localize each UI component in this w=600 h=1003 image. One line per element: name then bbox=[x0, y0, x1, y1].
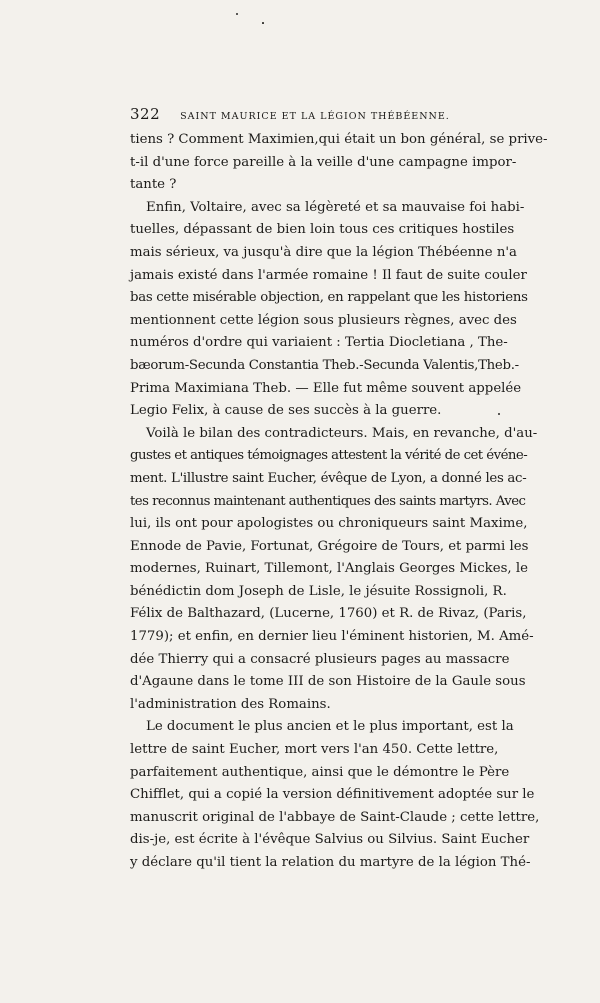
page-number: 322 bbox=[130, 105, 161, 123]
text-line: tes reconnus maintenant authentiques des saints martyrs. Avec bbox=[130, 493, 526, 509]
text-line: mentionnent cette légion sous plusieurs règnes, avec des bbox=[130, 312, 517, 328]
paragraph-start-line: Le document le plus ancien et le plus important, est la bbox=[146, 719, 514, 735]
text-line: t-il d'une force pareille à la veille d'une campagne impor- bbox=[130, 154, 517, 170]
paper-speck bbox=[498, 413, 500, 415]
paragraph-start-line: Enfin, Voltaire, avec sa légèreté et sa mauvaise foi habi- bbox=[146, 199, 525, 215]
text-line: 1779); et enfin, en dernier lieu l'éminent historien, M. Amé- bbox=[130, 629, 534, 645]
running-title: SAINT MAURICE ET LA LÉGION THÉBÉENNE. bbox=[180, 111, 450, 122]
text-line: Ennode de Pavie, Fortunat, Grégoire de Tours, et parmi les bbox=[130, 538, 529, 554]
text-line: tiens ? Comment Maximien,qui était un bon général, se prive- bbox=[130, 132, 548, 147]
paper-speck bbox=[262, 22, 264, 24]
text-line: Chifflet, qui a copié la version définitivement adoptée sur le bbox=[130, 787, 535, 803]
running-header bbox=[130, 105, 494, 125]
text-line: jamais existé dans l'armée romaine ! Il faut de suite couler bbox=[130, 267, 527, 283]
text-line: Félix de Balthazard, (Lucerne, 1760) et R. de Rivaz, (Paris, bbox=[130, 606, 527, 622]
text-line: l'administration des Romains. bbox=[130, 696, 331, 712]
paragraph-start-line: Voilà le bilan des contradicteurs. Mais, en revanche, d'au- bbox=[146, 425, 538, 441]
text-line: dis-je, est écrite à l'évêque Salvius ou Silvius. Saint Eucher bbox=[130, 832, 530, 848]
text-line: lui, ils ont pour apologistes ou chroniqueurs saint Maxime, bbox=[130, 516, 528, 532]
text-line: dée Thierry qui a consacré plusieurs pages au massacre bbox=[130, 651, 510, 667]
text-line: mais sérieux, va jusqu'à dire que la légion Thébéenne n'a bbox=[130, 244, 517, 260]
text-line: parfaitement authentique, ainsi que le démontre le Père bbox=[130, 764, 510, 780]
text-line: tuelles, dépassant de bien loin tous ces critiques hostiles bbox=[130, 222, 515, 238]
paper-speck bbox=[236, 13, 238, 15]
text-line: bénédictin dom Joseph de Lisle, le jésuite Rossignoli, R. bbox=[130, 583, 507, 599]
text-line: numéros d'ordre qui variaient : Tertia Diocletiana , The- bbox=[130, 335, 508, 351]
text-line: bæorum-Secunda Constantia Theb.-Secunda Valentis,Theb.- bbox=[130, 357, 519, 373]
text-line: bas cette misérable objection, en rappelant que les historiens bbox=[130, 290, 528, 306]
text-line: Prima Maximiana Theb. — Elle fut même souvent appelée bbox=[130, 380, 522, 396]
text-line: tante ? bbox=[130, 177, 177, 193]
body-text bbox=[130, 129, 548, 875]
text-line: y déclare qu'il tient la relation du martyre de la légion Thé- bbox=[130, 855, 531, 870]
text-line: lettre de saint Eucher, mort vers l'an 450. Cette lettre, bbox=[130, 742, 499, 758]
text-line: Legio Felix, à cause de ses succès à la guerre. bbox=[130, 403, 442, 419]
text-line: d'Agaune dans le tome III de son Histoire de la Gaule sous bbox=[130, 674, 526, 690]
text-line: ment. L'illustre saint Eucher, évêque de Lyon, a donné les ac- bbox=[130, 470, 527, 486]
text-line: modernes, Ruinart, Tillemont, l'Anglais Georges Mickes, le bbox=[130, 561, 528, 577]
text-line: gustes et antiques témoignages attestent la vérité de cet événe- bbox=[130, 448, 528, 464]
text-line: manuscrit original de l'abbaye de Saint-Claude ; cette lettre, bbox=[130, 809, 540, 825]
